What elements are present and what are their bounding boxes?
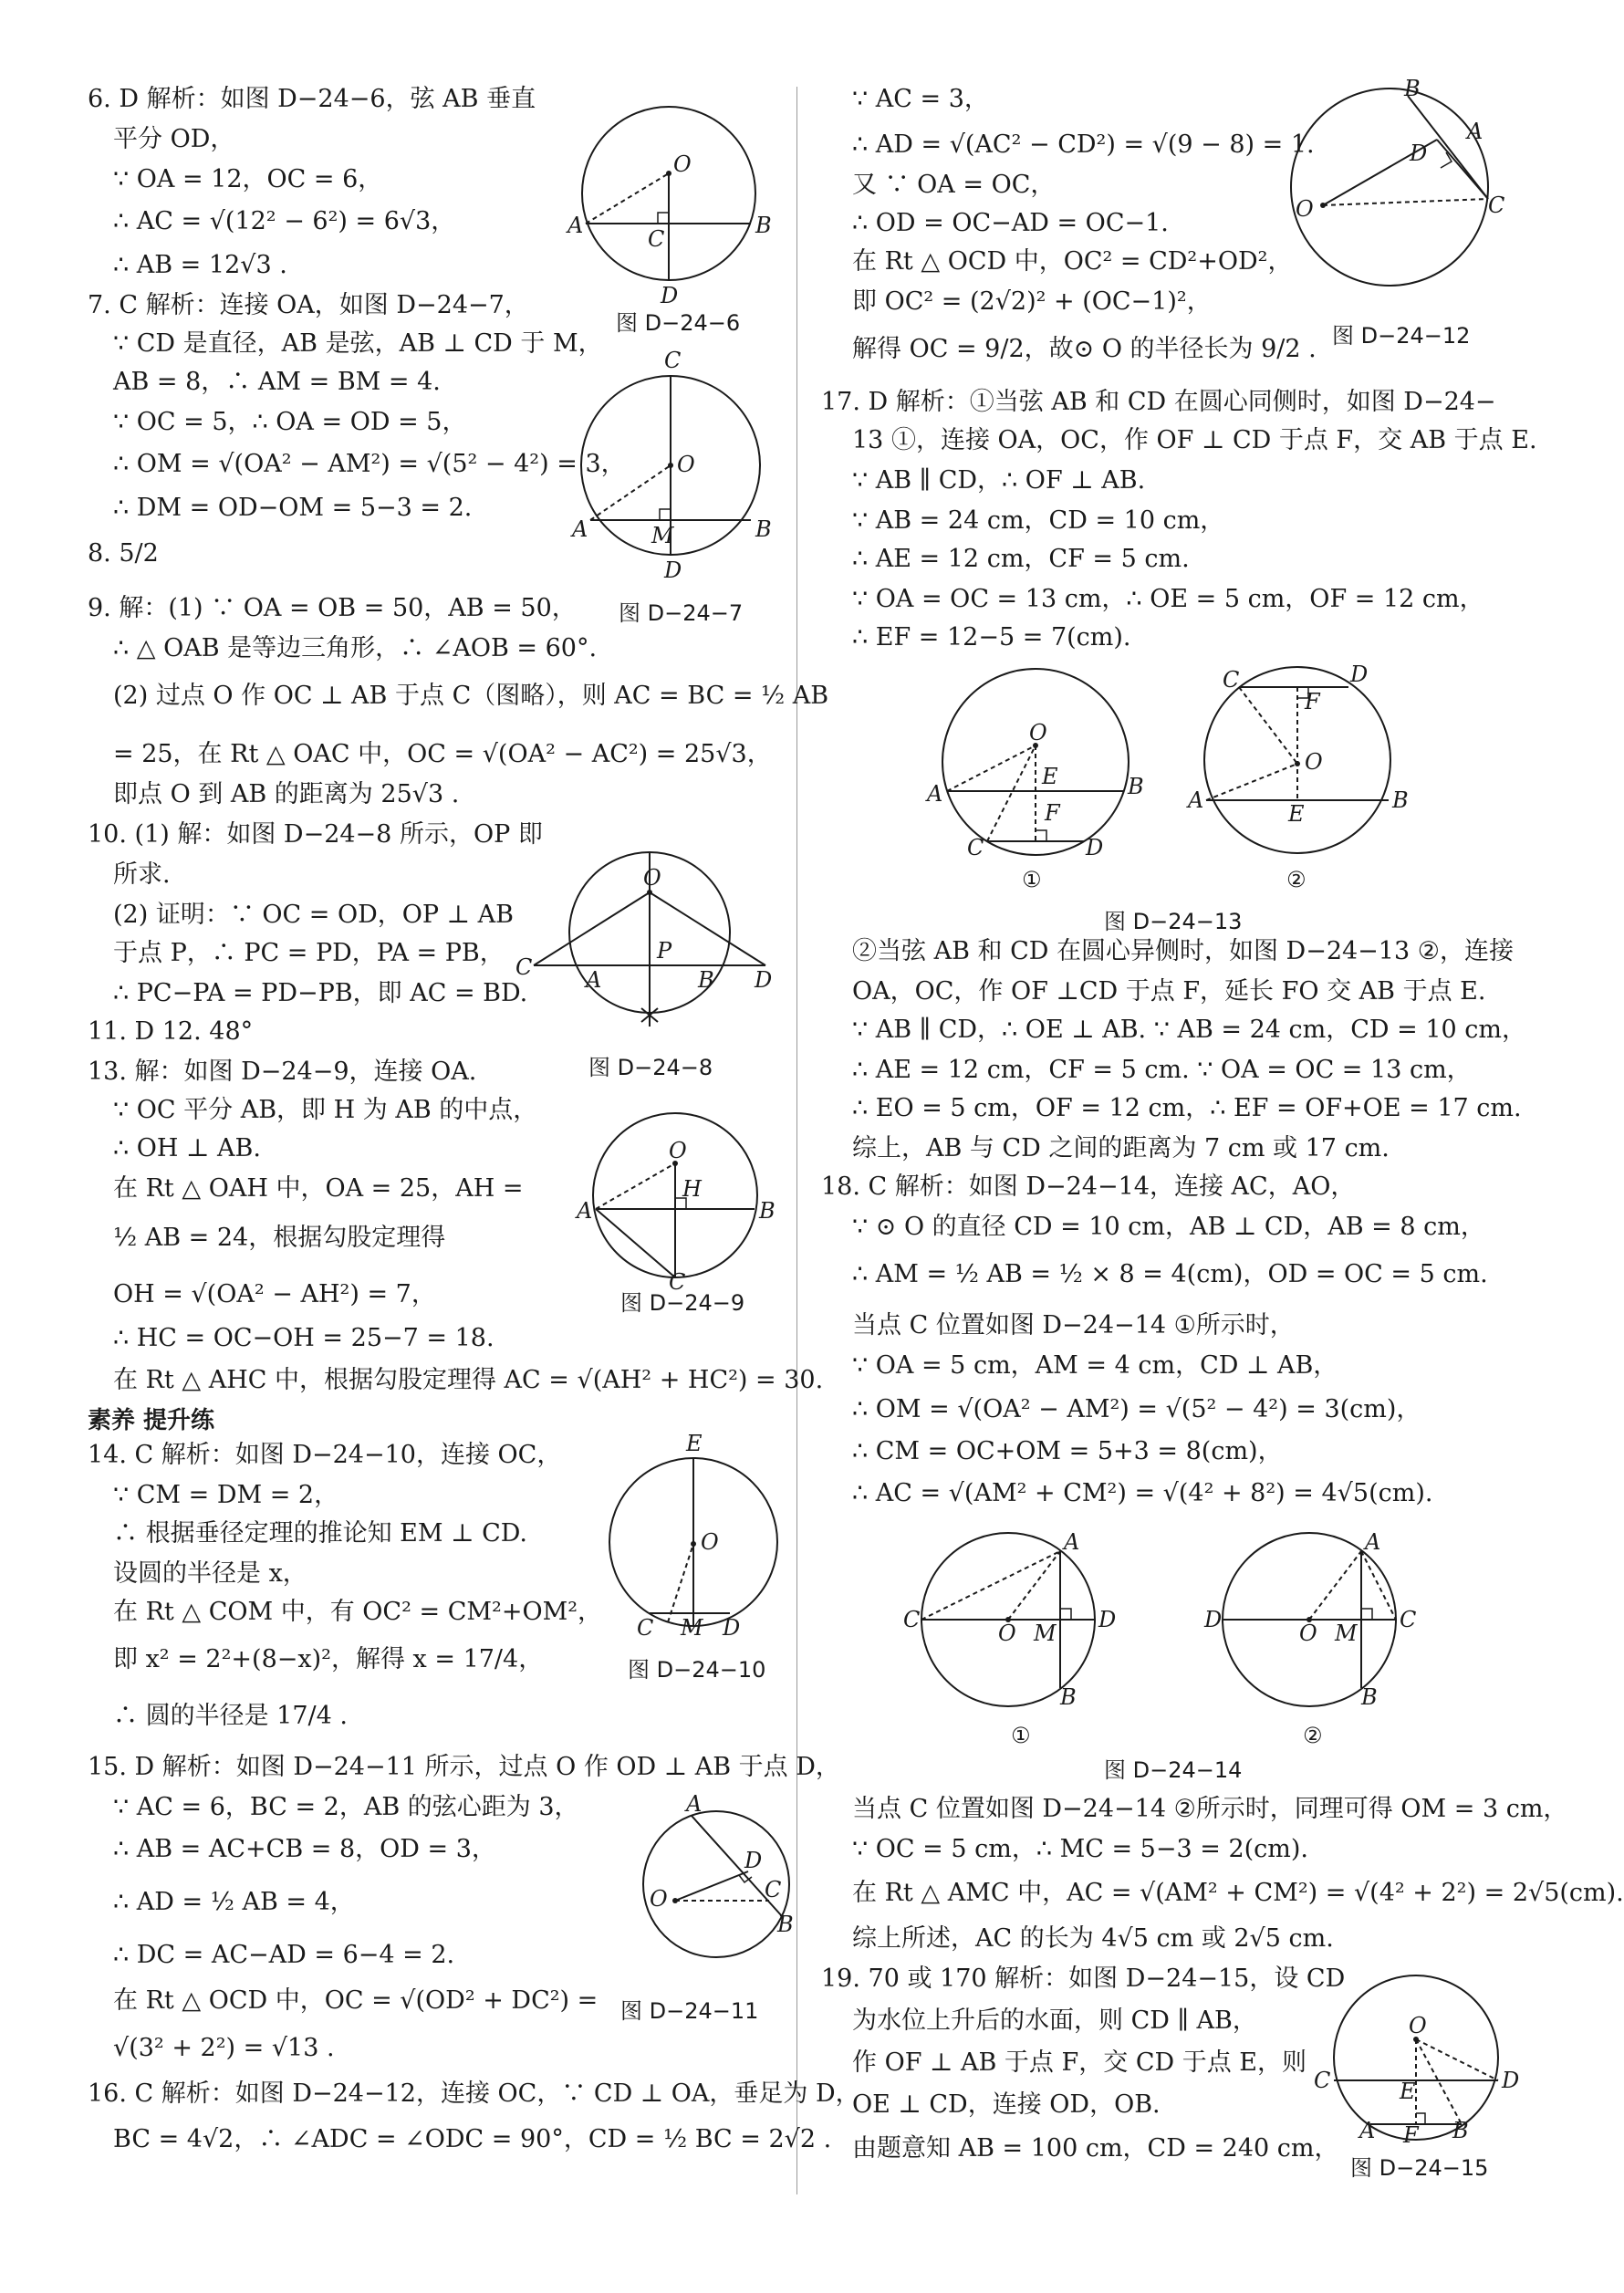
point-label: O bbox=[669, 1138, 687, 1163]
text-line: 14. C 解析：如图 D−24−10，连接 OC， bbox=[88, 1441, 562, 1469]
text-line: ②当弦 AB 和 CD 在圆心异侧时，如图 D−24−13 ②，连接 bbox=[852, 937, 1514, 965]
point-label: A bbox=[686, 1791, 703, 1817]
figure-d-24-6 bbox=[566, 91, 772, 310]
text-line: ∴ AM = ½ AB = ½ × 8 = 4(cm)，OD = OC = 5 cm. bbox=[852, 1260, 1488, 1288]
figure-d-24-13-1 bbox=[921, 662, 1150, 871]
point-label: B bbox=[1060, 1684, 1077, 1710]
text-line: 16. C 解析：如图 D−24−12，连接 OC，∵ CD ⊥ OA，垂足为 D， bbox=[88, 2079, 860, 2108]
figure-d-24-9 bbox=[566, 1109, 785, 1295]
text-line: ∵ OC = 5，∴ OA = OD = 5， bbox=[113, 408, 467, 436]
text-line: ∴ DC = AC−AD = 6−4 = 2. bbox=[113, 1941, 455, 1969]
column-divider bbox=[796, 87, 797, 2194]
point-label: D bbox=[1350, 662, 1369, 687]
text-line: ∴ EF = 12−5 = 7(cm). bbox=[852, 623, 1131, 651]
point-label: P bbox=[657, 938, 672, 964]
text-line: ∵ OA = OC = 13 cm，∴ OE = 5 cm，OF = 12 cm， bbox=[852, 585, 1484, 613]
point-label: B bbox=[777, 1912, 794, 1937]
point-label: A bbox=[1467, 119, 1483, 144]
point-label: C bbox=[1314, 2068, 1331, 2093]
text-line: = 25，在 Rt △ OAC 中，OC = √(OA² − AC²) = 25√3， bbox=[113, 740, 772, 768]
figure-d-24-10 bbox=[602, 1433, 794, 1652]
text-line: √(3² + 2²) = √13 . bbox=[113, 2034, 335, 2062]
point-label: O bbox=[1029, 720, 1047, 745]
point-label: D bbox=[664, 558, 682, 583]
point-label: E bbox=[1288, 801, 1305, 827]
text-line: ∴ AE = 12 cm，CF = 5 cm. ∵ OA = OC = 13 cm， bbox=[852, 1056, 1472, 1084]
point-label: C bbox=[1400, 1607, 1417, 1632]
text-line: 在 Rt △ OAH 中，OA = 25，AH = bbox=[113, 1174, 524, 1203]
point-label: O bbox=[1296, 196, 1314, 222]
text-line: ∴ DM = OD−OM = 5−3 = 2. bbox=[113, 494, 473, 522]
text-line: ∴ AE = 12 cm，CF = 5 cm. bbox=[852, 545, 1190, 573]
text-line: ∴ OM = √(OA² − AM²) = √(5² − 4²) = 3(cm)， bbox=[852, 1395, 1421, 1423]
text-line: ∵ ⊙ O 的直径 CD = 10 cm，AB ⊥ CD，AB = 8 cm， bbox=[852, 1213, 1485, 1241]
text-line: 作 OF ⊥ AB 于点 F，交 CD 于点 E，则 bbox=[852, 2048, 1307, 2077]
text-line: 平分 OD， bbox=[113, 125, 235, 153]
point-label: F bbox=[1305, 689, 1320, 714]
text-line: ∵ AB ∥ CD，∴ OF ⊥ AB. bbox=[852, 466, 1146, 495]
figure-d-24-11 bbox=[639, 1793, 794, 1975]
text-line: 即 x² = 2²+(8−x)²，解得 x = 17/4， bbox=[113, 1645, 544, 1673]
text-line: 13. 解：如图 D−24−9，连接 OA. bbox=[88, 1058, 477, 1086]
point-label: O bbox=[1409, 2013, 1427, 2038]
text-line: 又 ∵ OA = OC， bbox=[852, 171, 1056, 199]
point-label: F bbox=[1045, 800, 1060, 826]
text-line: 18. C 解析：如图 D−24−14，连接 AC，AO， bbox=[821, 1173, 1356, 1201]
text-line: 当点 C 位置如图 D−24−14 ②所示时，同理可得 OM = 3 cm， bbox=[852, 1795, 1568, 1823]
text-line: ∵ OA = 12，OC = 6， bbox=[113, 165, 383, 193]
text-line: OH = √(OA² − AH²) = 7， bbox=[113, 1280, 436, 1308]
point-label: D bbox=[1098, 1607, 1117, 1632]
figure-caption: 图 D−24−9 bbox=[620, 1290, 745, 1316]
point-label: A bbox=[1365, 1529, 1381, 1555]
point-label: B bbox=[755, 213, 772, 238]
figure-d-24-7 bbox=[566, 348, 776, 584]
text-line: ∴ OH ⊥ AB. bbox=[113, 1134, 261, 1162]
text-line: 在 Rt △ OCD 中，OC = √(OD² + DC²) = bbox=[113, 1986, 599, 2015]
text-line: 7. C 解析：连接 OA，如图 D−24−7， bbox=[88, 291, 529, 319]
text-line: BC = 4√2，∴ ∠ADC = ∠ODC = 90°，CD = ½ BC = 2√2 . bbox=[113, 2125, 832, 2153]
figure-caption: 图 D−24−6 bbox=[616, 310, 741, 336]
text-line: 即点 O 到 AB 的距离为 25√3 . bbox=[113, 780, 460, 808]
text-line: ∴ AC = √(12² − 6²) = 6√3， bbox=[113, 207, 456, 235]
point-label: B bbox=[1128, 774, 1144, 799]
text-line: ∵ CD 是直径，AB 是弦，AB ⊥ CD 于 M， bbox=[113, 329, 603, 358]
point-label: C bbox=[669, 1269, 686, 1295]
point-label: O bbox=[998, 1621, 1016, 1646]
point-label: B bbox=[759, 1198, 776, 1224]
text-line: ∴ AD = ½ AB = 4， bbox=[113, 1888, 355, 1916]
text-line: 在 Rt △ COM 中，有 OC² = CM²+OM²， bbox=[113, 1598, 603, 1626]
text-line: 9. 解：(1) ∵ OA = OB = 50，AB = 50， bbox=[88, 594, 577, 622]
text-line: 在 Rt △ OCD 中，OC² = CD²+OD²， bbox=[852, 247, 1293, 276]
text-line: 设圆的半径是 x， bbox=[113, 1559, 307, 1588]
text-line: ∴ EO = 5 cm，OF = 12 cm，∴ EF = OF+OE = 17 cm. bbox=[852, 1094, 1522, 1122]
text-line: 在 Rt △ AMC 中，AC = √(AM² + CM²) = √(4² + 2²) = 2√5(cm). bbox=[852, 1879, 1624, 1907]
text-line: OA，OC，作 OF ⊥CD 于点 F，延长 FO 交 AB 于点 E. bbox=[852, 977, 1486, 1006]
point-label: D bbox=[1410, 141, 1428, 166]
figure-caption: 图 D−24−10 bbox=[628, 1657, 766, 1683]
figure-d-24-12 bbox=[1273, 76, 1505, 315]
point-label: A bbox=[572, 516, 588, 542]
point-label: A bbox=[577, 1198, 593, 1224]
text-line: OE ⊥ CD，连接 OD，OB. bbox=[852, 2090, 1161, 2119]
text-line: ∵ AC = 6，BC = 2，AB 的弦心距为 3， bbox=[113, 1793, 579, 1821]
text-line: 所求. bbox=[113, 860, 171, 889]
text-line: 由题意知 AB = 100 cm，CD = 240 cm， bbox=[852, 2134, 1339, 2163]
point-label: D bbox=[744, 1848, 763, 1873]
text-line: AB = 8，∴ AM = BM = 4. bbox=[113, 368, 441, 396]
text-line: ½ AB = 24，根据勾股定理得 bbox=[113, 1224, 446, 1252]
point-label: D bbox=[755, 967, 773, 993]
figure-d-24-8 bbox=[515, 839, 789, 1049]
point-label: D bbox=[1204, 1607, 1223, 1632]
text-line: ∴ PC−PA = PD−PB，即 AC = BD. bbox=[113, 979, 528, 1007]
text-line: ∵ AB = 24 cm，CD = 10 cm， bbox=[852, 506, 1225, 535]
point-label: E bbox=[1042, 764, 1058, 789]
point-label: M bbox=[651, 523, 674, 548]
point-label: B bbox=[1452, 2118, 1469, 2143]
text-line: ∴ OD = OC−AD = OC−1. bbox=[852, 209, 1169, 237]
text-line: 15. D 解析：如图 D−24−11 所示，过点 O 作 OD ⊥ AB 于点 D， bbox=[88, 1753, 840, 1781]
point-label: D bbox=[661, 283, 679, 308]
point-label: O bbox=[643, 865, 661, 891]
text-line: 13 ①，连接 OA，OC，作 OF ⊥ CD 于点 F，交 AB 于点 E. bbox=[852, 426, 1537, 454]
point-label: B bbox=[1361, 1684, 1378, 1710]
text-line: ∵ OC 平分 AB，即 H 为 AB 的中点， bbox=[113, 1096, 538, 1124]
section-title: 素养 提升练 bbox=[88, 1407, 215, 1434]
text-line: ∵ AB ∥ CD，∴ OE ⊥ AB. ∵ AB = 24 cm，CD = 10 cm， bbox=[852, 1016, 1527, 1044]
text-line: ∵ OC = 5 cm，∴ MC = 5−3 = 2(cm). bbox=[852, 1835, 1309, 1863]
point-label: E bbox=[686, 1431, 703, 1456]
figure-sub-label: ② bbox=[1286, 867, 1306, 892]
text-line: 11. D 12. 48° bbox=[88, 1017, 254, 1046]
text-line: ∴ AB = AC+CB = 8，OD = 3， bbox=[113, 1835, 496, 1863]
figure-caption: 图 D−24−15 bbox=[1350, 2155, 1489, 2181]
point-label: O bbox=[1299, 1621, 1317, 1646]
text-line: 即 OC² = (2√2)² + (OC−1)²， bbox=[852, 287, 1212, 316]
point-label: M bbox=[1034, 1621, 1057, 1646]
point-label: A bbox=[567, 213, 584, 238]
text-line: (2) 证明：∵ OC = OD，OP ⊥ AB bbox=[113, 901, 514, 929]
text-line: ∵ CM = DM = 2， bbox=[113, 1481, 339, 1509]
text-line: ∵ AC = 3， bbox=[852, 85, 989, 113]
text-line: ∴ CM = OC+OM = 5+3 = 8(cm)， bbox=[852, 1437, 1283, 1465]
text-line: 在 Rt △ AHC 中，根据勾股定理得 AC = √(AH² + HC²) = 30. bbox=[113, 1366, 824, 1394]
figure-caption: 图 D−24−11 bbox=[620, 1998, 759, 2024]
figure-d-24-14-2 bbox=[1204, 1524, 1432, 1715]
figure-caption: 图 D−24−12 bbox=[1332, 323, 1471, 349]
point-label: M bbox=[1335, 1621, 1358, 1646]
point-label: E bbox=[1400, 2079, 1416, 2104]
text-line: 8. 5/2 bbox=[88, 539, 159, 568]
point-label: C bbox=[637, 1615, 654, 1641]
text-line: 19. 70 或 170 解析：如图 D−24−15，设 CD bbox=[821, 1965, 1346, 1993]
text-line: 当点 C 位置如图 D−24−14 ①所示时， bbox=[852, 1311, 1295, 1339]
point-label: B bbox=[698, 967, 714, 993]
figure-caption: 图 D−24−8 bbox=[588, 1055, 713, 1080]
text-line: (2) 过点 O 作 OC ⊥ AB 于点 C（图略），则 AC = BC = ½ AB bbox=[113, 682, 829, 710]
point-label: F bbox=[1403, 2122, 1419, 2148]
figure-sub-label: ① bbox=[1022, 867, 1042, 892]
point-label: C bbox=[765, 1877, 782, 1902]
text-line: ∴ AB = 12√3 . bbox=[113, 251, 287, 279]
text-line: ∴ △ OAB 是等边三角形，∴ ∠AOB = 60°. bbox=[113, 634, 598, 662]
text-line: 综上，AB 与 CD 之间的距离为 7 cm 或 17 cm. bbox=[852, 1134, 1390, 1162]
point-label: D bbox=[1502, 2068, 1520, 2093]
point-label: O bbox=[650, 1886, 668, 1912]
text-line: ∴ 圆的半径是 17/4 . bbox=[113, 1702, 348, 1730]
point-label: A bbox=[586, 967, 602, 993]
point-label: H bbox=[682, 1176, 702, 1202]
text-line: 于点 P，∴ PC = PD，PA = PB， bbox=[113, 939, 505, 967]
point-label: O bbox=[701, 1529, 719, 1555]
point-label: C bbox=[1223, 667, 1240, 693]
point-label: O bbox=[1305, 749, 1323, 775]
point-label: C bbox=[515, 954, 533, 980]
point-label: M bbox=[681, 1615, 703, 1641]
point-label: B bbox=[755, 516, 772, 542]
point-label: C bbox=[664, 348, 682, 373]
figure-caption: 图 D−24−14 bbox=[1104, 1757, 1243, 1783]
point-label: C bbox=[903, 1607, 921, 1632]
point-label: D bbox=[1086, 835, 1104, 860]
text-line: 综上所述，AC 的长为 4√5 cm 或 2√5 cm. bbox=[852, 1924, 1334, 1953]
point-label: A bbox=[1064, 1529, 1080, 1555]
point-label: D bbox=[723, 1615, 741, 1641]
text-line: 10. (1) 解：如图 D−24−8 所示，OP 即 bbox=[88, 820, 543, 849]
figure-d-24-14-1 bbox=[903, 1524, 1131, 1715]
text-line: ∵ OA = 5 cm，AM = 4 cm，CD ⊥ AB， bbox=[852, 1351, 1338, 1380]
text-line: ∴ AD = √(AC² − CD²) = √(9 − 8) = 1. bbox=[852, 130, 1315, 159]
text-line: ∴ OM = √(OA² − AM²) = √(5² − 4²) = 3， bbox=[113, 450, 626, 478]
text-line: ∴ HC = OC−OH = 25−7 = 18. bbox=[113, 1324, 494, 1352]
point-label: O bbox=[673, 151, 692, 177]
point-label: A bbox=[1188, 787, 1204, 813]
point-label: C bbox=[648, 226, 665, 252]
point-label: C bbox=[1488, 193, 1505, 218]
text-line: ∴ 根据垂径定理的推论知 EM ⊥ CD. bbox=[113, 1519, 528, 1548]
point-label: O bbox=[677, 452, 695, 477]
text-line: ∴ AC = √(AM² + CM²) = √(4² + 8²) = 4√5(cm). bbox=[852, 1479, 1433, 1507]
text-line: 为水位上升后的水面，则 CD ∥ AB， bbox=[852, 2006, 1257, 2035]
text-line: 17. D 解析：①当弦 AB 和 CD 在圆心同侧时，如图 D−24− bbox=[821, 388, 1496, 416]
figure-caption: 图 D−24−7 bbox=[619, 600, 744, 626]
figure-d-24-13-2 bbox=[1186, 662, 1414, 871]
figure-sub-label: ① bbox=[1011, 1723, 1031, 1748]
point-label: B bbox=[1404, 76, 1421, 101]
figure-caption: 图 D−24−13 bbox=[1104, 909, 1243, 934]
figure-sub-label: ② bbox=[1303, 1723, 1323, 1748]
text-line: 6. D 解析：如图 D−24−6，弦 AB 垂直 bbox=[88, 85, 536, 113]
point-label: A bbox=[927, 781, 943, 807]
point-label: B bbox=[1392, 787, 1409, 813]
point-label: C bbox=[967, 835, 984, 860]
text-line: 解得 OC = 9/2，故⊙ O 的半径长为 9/2 . bbox=[852, 335, 1317, 363]
figure-d-24-15 bbox=[1305, 1971, 1528, 2153]
point-label: A bbox=[1359, 2118, 1376, 2143]
